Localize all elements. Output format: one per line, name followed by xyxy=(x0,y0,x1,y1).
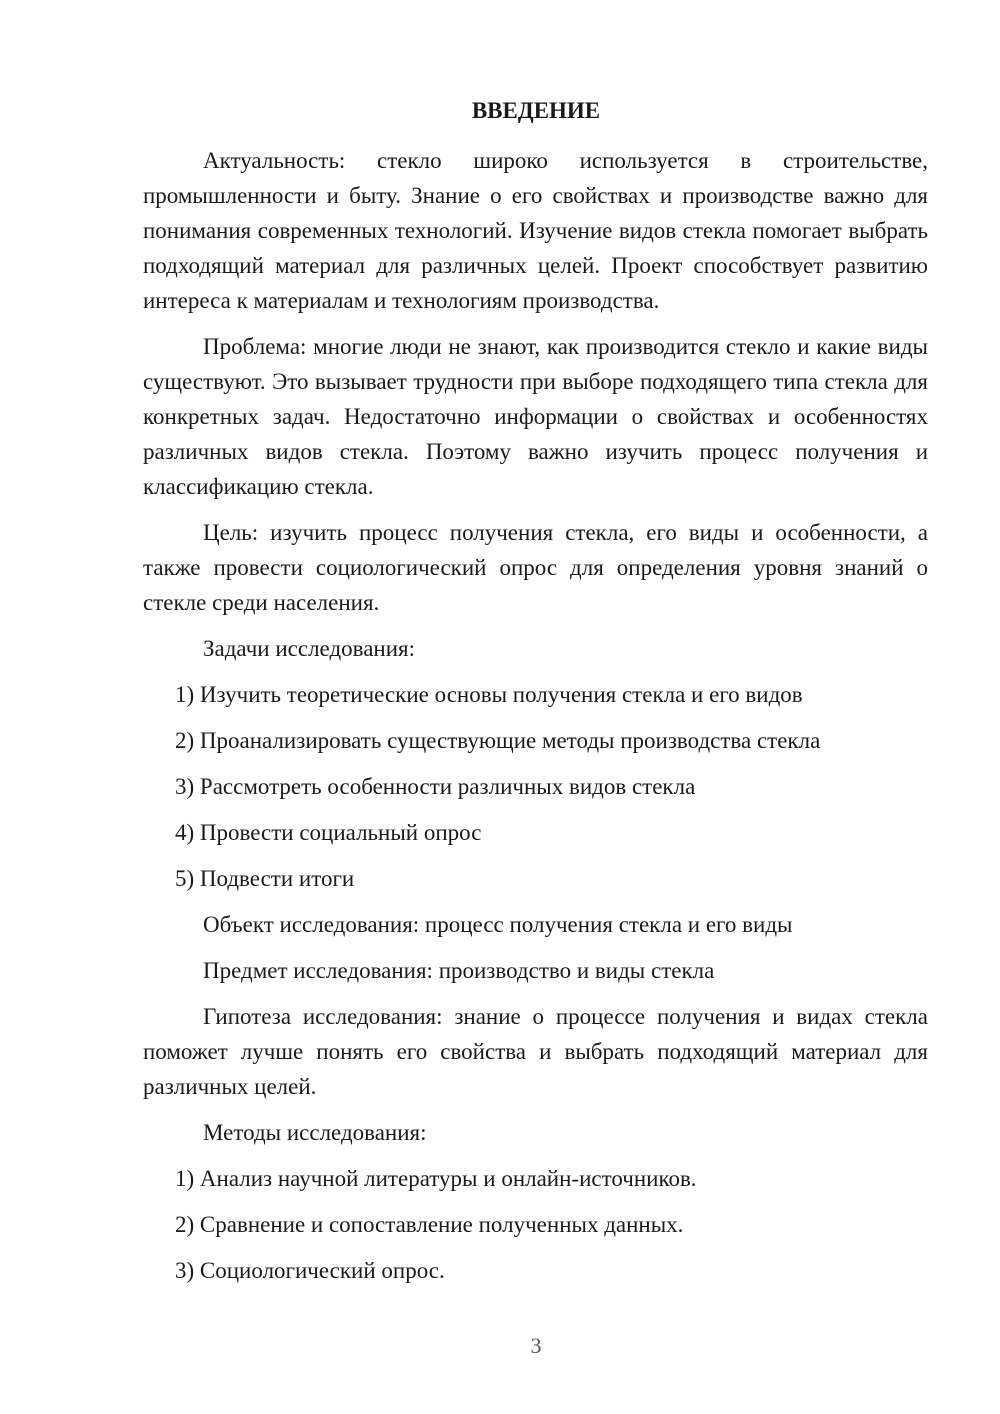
page-number: 3 xyxy=(530,1333,542,1358)
hypothesis-paragraph: Гипотеза исследования: знание о процессе получения и видах стекла поможет лучше понять его свойства и выбрать подходящий материал для различных целей. xyxy=(143,1004,928,1099)
research-object: Объект исследования: процесс получения стекла и его виды xyxy=(203,912,793,937)
body-text xyxy=(143,143,928,1299)
goal-paragraph: Цель: изучить процесс получения стекла, его виды и особенности, а также провести социологический опрос для определения уровня знаний о стекле среди населения. xyxy=(143,520,928,615)
method-item-3: 3) Социологический опрос. xyxy=(175,1258,445,1283)
task-item-4: 4) Провести социальный опрос xyxy=(175,820,482,845)
problem-paragraph: Проблема: многие люди не знают, как производится стекло и какие виды существуют. Это вызывает трудности при выборе подходящего типа стекла для конкретных задач. Недостаточно информации о свойствах и особенностях различных видов стекла. Поэтому важно изучить процесс получения и классификацию стекла. xyxy=(143,334,928,499)
relevance-paragraph: Актуальность: стекло широко используется в строительстве, промышленности и быту. Знание о его свойствах и производстве важно для понимания современных технологий. Изучение видов стекла помогает выбрать подходящий материал для различных целей. Проект способствует развитию интереса к материалам и технологиям производства. xyxy=(143,148,928,313)
tasks-heading: Задачи исследования: xyxy=(203,636,416,661)
page-title: ВВЕДЕНИЕ xyxy=(471,98,601,123)
method-item-1: 1) Анализ научной литературы и онлайн-источников. xyxy=(175,1166,697,1191)
methods-heading: Методы исследования: xyxy=(203,1120,427,1145)
task-item-1: 1) Изучить теоретические основы получения стекла и его видов xyxy=(175,682,803,707)
task-item-5: 5) Подвести итоги xyxy=(175,866,355,891)
task-item-2: 2) Проанализировать существующие методы производства стекла xyxy=(175,728,821,753)
research-subject: Предмет исследования: производство и виды стекла xyxy=(203,958,715,983)
method-item-2: 2) Сравнение и сопоставление полученных данных. xyxy=(175,1212,684,1237)
task-item-3: 3) Рассмотреть особенности различных видов стекла xyxy=(175,774,696,799)
